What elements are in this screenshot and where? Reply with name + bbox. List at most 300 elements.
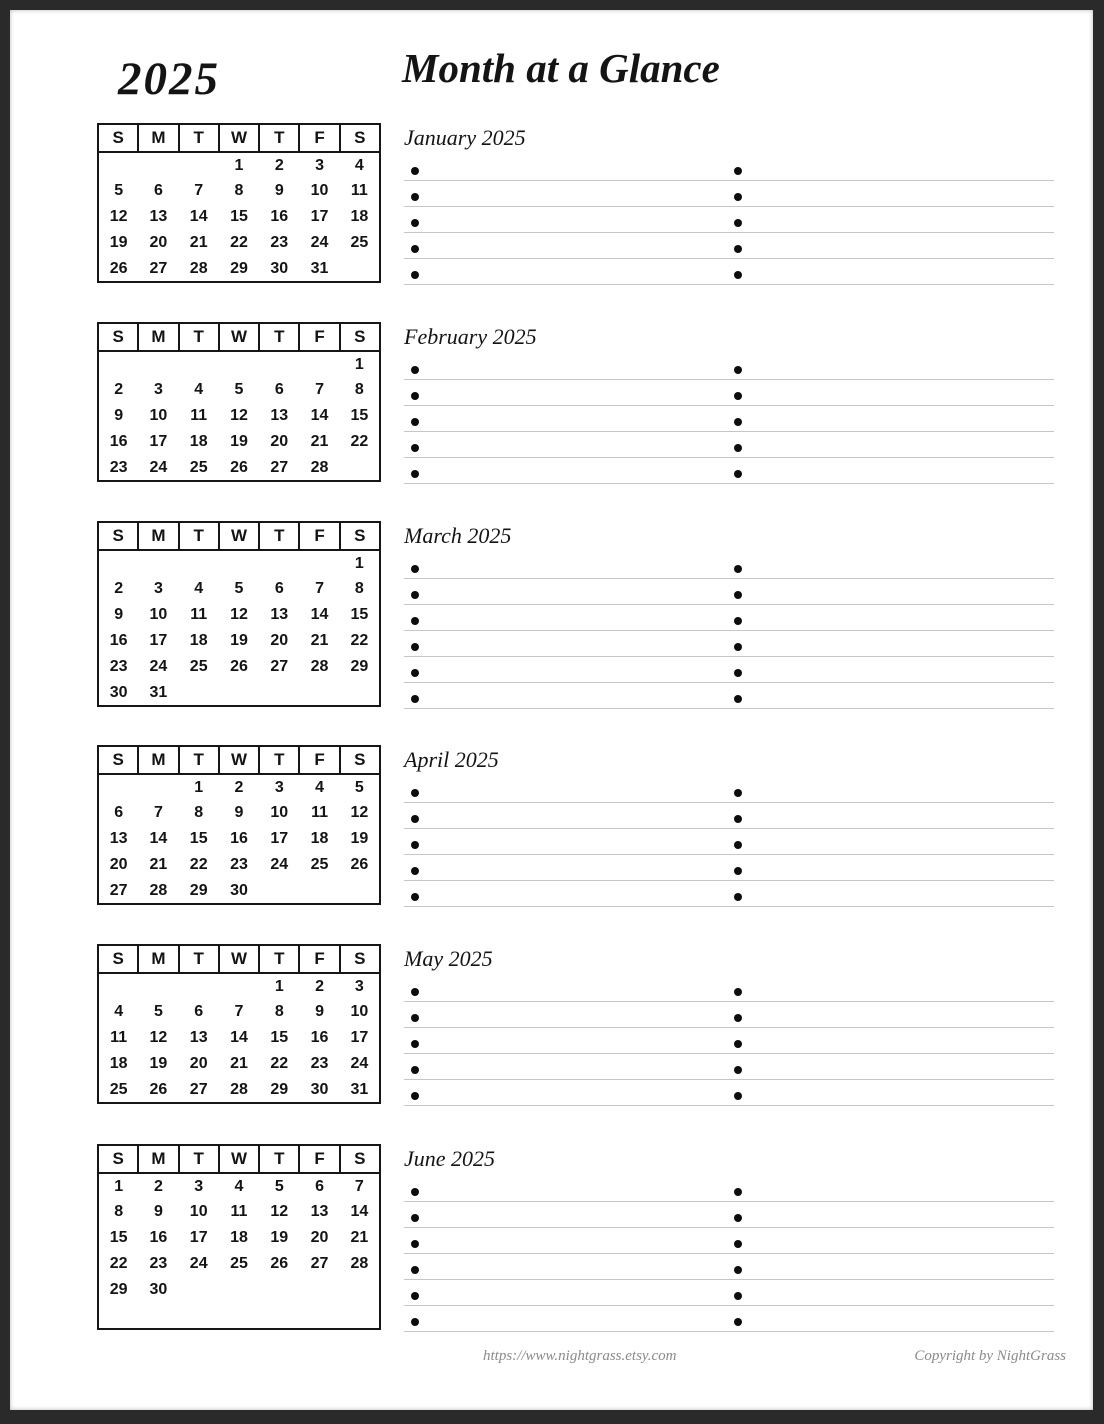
day-header: S: [340, 1145, 380, 1173]
day-cell: 31: [149, 683, 168, 701]
day-cell: 7: [315, 381, 324, 398]
week-row: [98, 455, 380, 481]
day-cell: 16: [310, 1029, 329, 1046]
bullet-icon: [411, 669, 419, 677]
day-header: F: [299, 124, 339, 152]
day-cell: 13: [310, 1203, 329, 1220]
day-cell: 4: [354, 156, 364, 174]
day-cell-empty: [179, 973, 219, 999]
bullet-icon: [411, 1014, 419, 1022]
note-row: [404, 380, 1054, 406]
day-cell-empty: [219, 550, 259, 576]
note-row: [404, 207, 1054, 233]
day-cell: 15: [230, 208, 248, 225]
day-cell: 30: [270, 259, 289, 277]
day-cell-empty: [219, 1277, 259, 1303]
bullet-icon: [734, 789, 742, 797]
note-row: [404, 631, 1054, 657]
day-cell: 11: [190, 407, 208, 424]
note-row: [404, 553, 1054, 579]
day-cell: 24: [149, 458, 168, 476]
day-header: M: [138, 124, 178, 152]
day-cell: 11: [110, 1029, 128, 1046]
bullet-icon: [411, 1066, 419, 1074]
bullet-icon: [734, 988, 742, 996]
day-cell: 15: [350, 606, 369, 623]
day-cell: 27: [310, 1255, 329, 1272]
day-cell: 30: [149, 1281, 168, 1298]
day-cell: 4: [194, 580, 204, 597]
day-cell: 22: [270, 1055, 289, 1072]
day-cell: 20: [270, 632, 289, 649]
mini-calendar-body: [98, 152, 380, 282]
day-cell: 12: [109, 208, 128, 225]
day-cell: 26: [149, 1080, 168, 1098]
week-row: [98, 826, 380, 852]
bullet-icon: [411, 1292, 419, 1300]
day-cell: 26: [270, 1255, 289, 1272]
day-cell: 18: [350, 208, 369, 225]
day-cell: 5: [114, 182, 124, 199]
bullet-icon: [734, 366, 742, 374]
day-cell: 10: [189, 1203, 208, 1220]
bullet-icon: [734, 565, 742, 573]
bullet-icon: [734, 841, 742, 849]
bullet-icon: [734, 1292, 742, 1300]
week-row: [98, 878, 380, 904]
day-cell: 30: [230, 881, 248, 899]
note-row: [404, 777, 1054, 803]
bullet-icon: [411, 565, 419, 573]
day-cell: 10: [310, 182, 329, 199]
month-notes: [404, 1144, 1054, 1332]
bullet-icon: [411, 1266, 419, 1274]
day-cell: 9: [234, 804, 244, 821]
day-cell: 27: [149, 259, 168, 277]
day-cell: 9: [114, 606, 124, 623]
mini-calendar-body: [98, 774, 380, 904]
day-cell: 26: [350, 856, 369, 873]
day-header: M: [138, 323, 178, 351]
week-row: [98, 1199, 380, 1225]
day-cell: 25: [189, 458, 208, 476]
week-row: [98, 429, 380, 455]
note-row: [404, 881, 1054, 907]
day-header-row: [98, 124, 380, 152]
week-row: [98, 973, 380, 999]
day-cell: 20: [189, 1055, 208, 1072]
day-header: S: [340, 522, 380, 550]
day-cell-empty: [138, 351, 178, 377]
day-cell: 9: [114, 407, 124, 424]
day-cell-empty: [299, 1303, 339, 1329]
day-header: F: [299, 522, 339, 550]
day-cell: 18: [230, 1229, 248, 1246]
day-cell: 8: [234, 182, 244, 199]
day-cell: 1: [234, 156, 244, 174]
page-title: Month at a Glance: [402, 45, 720, 91]
bullet-icon: [734, 470, 742, 478]
day-header: W: [219, 522, 259, 550]
day-cell: 24: [350, 1055, 369, 1072]
week-row: [98, 1173, 380, 1199]
day-cell: 19: [350, 830, 369, 847]
day-cell: 21: [189, 234, 208, 251]
day-cell-empty: [219, 351, 259, 377]
note-row: [404, 1280, 1054, 1306]
day-cell: 2: [153, 1177, 163, 1195]
bullet-icon: [411, 841, 419, 849]
note-row: [404, 432, 1054, 458]
day-cell: 7: [354, 1177, 364, 1195]
day-header: S: [340, 323, 380, 351]
day-cell-empty: [179, 1303, 219, 1329]
bullet-icon: [734, 245, 742, 253]
day-header: T: [179, 124, 219, 152]
day-cell: 26: [109, 259, 128, 277]
note-row: [404, 458, 1054, 484]
day-cell: 19: [109, 234, 128, 251]
day-cell: 2: [234, 778, 244, 796]
day-cell-empty: [259, 1303, 299, 1329]
day-cell: 8: [194, 804, 204, 821]
day-cell: 21: [310, 433, 329, 450]
planner-sheet: [10, 10, 1093, 1410]
day-header: M: [138, 522, 178, 550]
day-cell: 14: [350, 1203, 369, 1220]
day-header: S: [340, 945, 380, 973]
bullet-icon: [411, 893, 419, 901]
day-cell: 27: [189, 1080, 208, 1098]
month-label: March 2025: [404, 523, 512, 548]
day-header: T: [259, 522, 299, 550]
day-header: S: [98, 1145, 138, 1173]
week-row: [98, 852, 380, 878]
note-row: [404, 155, 1054, 181]
day-cell-empty: [98, 152, 138, 178]
day-header: S: [340, 124, 380, 152]
day-cell-empty: [340, 878, 380, 904]
bullet-icon: [411, 643, 419, 651]
day-header: M: [138, 746, 178, 774]
week-row: [98, 800, 380, 826]
week-row: [98, 602, 380, 628]
year-title: 2025: [118, 53, 220, 105]
day-header: W: [219, 945, 259, 973]
bullet-icon: [734, 219, 742, 227]
day-cell: 7: [153, 804, 163, 821]
day-header: F: [299, 1145, 339, 1173]
week-row: [98, 351, 380, 377]
day-cell: 2: [315, 977, 324, 995]
bullet-icon: [411, 1040, 419, 1048]
day-header: S: [98, 323, 138, 351]
day-cell: 2: [114, 381, 124, 398]
bullet-icon: [411, 1240, 419, 1248]
day-cell: 4: [114, 1003, 124, 1020]
bullet-icon: [734, 167, 742, 175]
week-row: [98, 230, 380, 256]
day-header: T: [179, 945, 219, 973]
day-header: S: [98, 945, 138, 973]
bullet-icon: [411, 815, 419, 823]
day-cell: 17: [149, 632, 168, 649]
day-cell: 21: [310, 632, 329, 649]
day-cell: 21: [230, 1055, 248, 1072]
bullet-icon: [411, 1214, 419, 1222]
day-cell: 24: [149, 658, 168, 675]
bullet-icon: [411, 867, 419, 875]
note-row: [404, 233, 1054, 259]
week-row: [98, 178, 380, 204]
day-cell-empty: [340, 256, 380, 282]
mini-calendar-body: [98, 351, 380, 481]
mini-calendar: [97, 944, 381, 1104]
day-cell: 23: [230, 856, 248, 873]
day-cell: 29: [350, 658, 369, 675]
footer-url: https://www.nightgrass.etsy.com: [483, 1348, 677, 1364]
bullet-icon: [411, 193, 419, 201]
day-cell: 9: [153, 1203, 163, 1220]
day-header: F: [299, 945, 339, 973]
bullet-icon: [411, 789, 419, 797]
note-row: [404, 855, 1054, 881]
bullet-icon: [734, 1318, 742, 1326]
day-cell: 3: [153, 580, 163, 597]
day-cell: 16: [230, 830, 248, 847]
day-cell: 25: [230, 1255, 248, 1272]
day-cell-empty: [259, 351, 299, 377]
note-row: [404, 605, 1054, 631]
week-row: [98, 1251, 380, 1277]
day-cell: 1: [354, 355, 364, 373]
day-header-row: [98, 746, 380, 774]
mini-calendar-header: [98, 323, 380, 351]
day-cell: 12: [270, 1203, 289, 1220]
day-cell: 10: [270, 804, 289, 821]
day-cell-empty: [98, 1303, 138, 1329]
day-cell: 19: [230, 632, 248, 649]
note-row: [404, 683, 1054, 709]
bullet-icon: [411, 617, 419, 625]
bullet-icon: [734, 1188, 742, 1196]
day-cell: 3: [354, 977, 364, 995]
bullet-icon: [411, 219, 419, 227]
day-cell-empty: [179, 680, 219, 706]
day-cell: 15: [189, 830, 208, 847]
note-row: [404, 976, 1054, 1002]
day-cell: 23: [149, 1255, 168, 1272]
day-cell: 4: [315, 778, 324, 796]
day-cell: 19: [270, 1229, 289, 1246]
mini-calendar-body: [98, 550, 380, 706]
day-cell-empty: [138, 550, 178, 576]
day-cell: 15: [109, 1229, 128, 1246]
day-cell: 14: [149, 830, 168, 847]
day-cell-empty: [299, 680, 339, 706]
bullet-icon: [411, 591, 419, 599]
bullet-icon: [734, 1040, 742, 1048]
day-cell: 9: [315, 1003, 324, 1020]
day-cell-empty: [299, 351, 339, 377]
day-cell: 4: [234, 1177, 244, 1195]
week-row: [98, 774, 380, 800]
bullet-icon: [411, 366, 419, 374]
day-header: F: [299, 746, 339, 774]
month-label: February 2025: [404, 324, 537, 349]
day-cell: 3: [194, 1177, 204, 1195]
day-cell: 14: [310, 606, 329, 623]
note-row: [404, 1254, 1054, 1280]
day-header: T: [179, 746, 219, 774]
day-header: S: [98, 522, 138, 550]
day-header-row: [98, 945, 380, 973]
day-cell: 12: [350, 804, 369, 821]
day-cell: 28: [189, 259, 208, 277]
day-cell: 24: [310, 234, 329, 251]
day-cell-empty: [179, 550, 219, 576]
day-cell: 5: [274, 1177, 284, 1195]
bullet-icon: [411, 695, 419, 703]
day-cell-empty: [219, 680, 259, 706]
day-cell: 8: [114, 1203, 124, 1220]
day-cell: 5: [354, 778, 364, 796]
week-row: [98, 999, 380, 1025]
week-row: [98, 1303, 380, 1329]
day-cell: 26: [230, 658, 248, 675]
day-cell: 17: [270, 830, 289, 847]
day-cell: 15: [350, 407, 369, 424]
day-cell: 28: [310, 458, 329, 476]
day-cell-empty: [138, 774, 178, 800]
mini-calendar-body: [98, 1173, 380, 1329]
day-cell: 5: [234, 580, 244, 597]
day-cell: 16: [149, 1229, 168, 1246]
day-header: T: [179, 1145, 219, 1173]
note-row: [404, 181, 1054, 207]
day-header: T: [179, 522, 219, 550]
month-notes: [404, 745, 1054, 907]
day-cell: 23: [270, 234, 289, 251]
day-header: T: [259, 1145, 299, 1173]
bullet-icon: [734, 669, 742, 677]
day-cell: 17: [189, 1229, 208, 1246]
day-cell: 24: [270, 856, 289, 873]
day-cell: 6: [274, 580, 284, 597]
month-label: June 2025: [404, 1146, 496, 1171]
bullet-icon: [411, 392, 419, 400]
day-cell: 8: [354, 580, 364, 597]
week-row: [98, 1051, 380, 1077]
day-cell: 31: [350, 1080, 369, 1098]
day-cell: 11: [190, 606, 208, 623]
day-header: S: [340, 746, 380, 774]
day-header: M: [138, 945, 178, 973]
day-cell: 14: [189, 208, 208, 225]
bullet-icon: [411, 444, 419, 452]
day-cell: 18: [189, 632, 208, 649]
day-cell: 6: [274, 381, 284, 398]
day-cell: 27: [270, 458, 289, 476]
week-row: [98, 680, 380, 706]
bullet-icon: [411, 167, 419, 175]
day-cell: 29: [230, 259, 248, 277]
day-cell: 5: [153, 1003, 163, 1020]
day-cell: 12: [230, 606, 248, 623]
day-cell: 1: [354, 554, 364, 572]
bullet-icon: [411, 1188, 419, 1196]
bullet-icon: [734, 695, 742, 703]
day-cell: 31: [310, 259, 329, 277]
day-cell: 24: [189, 1255, 208, 1272]
day-cell-empty: [340, 1303, 380, 1329]
day-header: W: [219, 746, 259, 774]
bullet-icon: [411, 988, 419, 996]
day-cell: 28: [149, 881, 168, 899]
day-header: W: [219, 1145, 259, 1173]
mini-calendar-header: [98, 945, 380, 973]
day-cell: 1: [194, 778, 204, 796]
bullet-icon: [734, 1214, 742, 1222]
day-cell-empty: [98, 973, 138, 999]
mini-calendar: [97, 123, 381, 283]
mini-calendar: [97, 745, 381, 905]
day-header-row: [98, 323, 380, 351]
bullet-icon: [734, 1066, 742, 1074]
day-header: T: [259, 746, 299, 774]
month-label: January 2025: [404, 125, 526, 150]
day-cell-empty: [299, 1277, 339, 1303]
day-cell: 30: [310, 1080, 329, 1098]
day-cell: 3: [274, 778, 284, 796]
bullet-icon: [734, 867, 742, 875]
day-cell: 22: [350, 433, 369, 450]
note-row: [404, 803, 1054, 829]
day-cell: 29: [270, 1080, 289, 1098]
day-cell: 7: [194, 182, 204, 199]
day-cell-empty: [340, 680, 380, 706]
day-cell: 11: [350, 182, 368, 199]
footer-copyright: Copyright by NightGrass: [914, 1348, 1066, 1364]
day-cell: 10: [149, 606, 168, 623]
bullet-icon: [411, 1092, 419, 1100]
day-cell: 14: [230, 1029, 248, 1046]
day-cell: 19: [149, 1055, 168, 1072]
day-cell-empty: [219, 1303, 259, 1329]
bullet-icon: [734, 1092, 742, 1100]
day-header: T: [259, 945, 299, 973]
day-cell: 15: [270, 1029, 289, 1046]
day-cell: 16: [270, 208, 289, 225]
day-cell: 13: [189, 1029, 208, 1046]
day-cell: 6: [315, 1177, 324, 1195]
bullet-icon: [734, 392, 742, 400]
day-cell: 13: [109, 830, 128, 847]
bullet-icon: [734, 617, 742, 625]
bullet-icon: [734, 1014, 742, 1022]
note-row: [404, 657, 1054, 683]
day-cell-empty: [259, 878, 299, 904]
day-cell: 27: [270, 658, 289, 675]
mini-calendar: [97, 521, 381, 707]
day-cell-empty: [138, 152, 178, 178]
bullet-icon: [734, 893, 742, 901]
day-cell: 7: [234, 1003, 244, 1020]
week-row: [98, 256, 380, 282]
day-cell: 1: [274, 977, 284, 995]
day-cell: 26: [230, 458, 248, 476]
day-cell: 10: [350, 1003, 369, 1020]
